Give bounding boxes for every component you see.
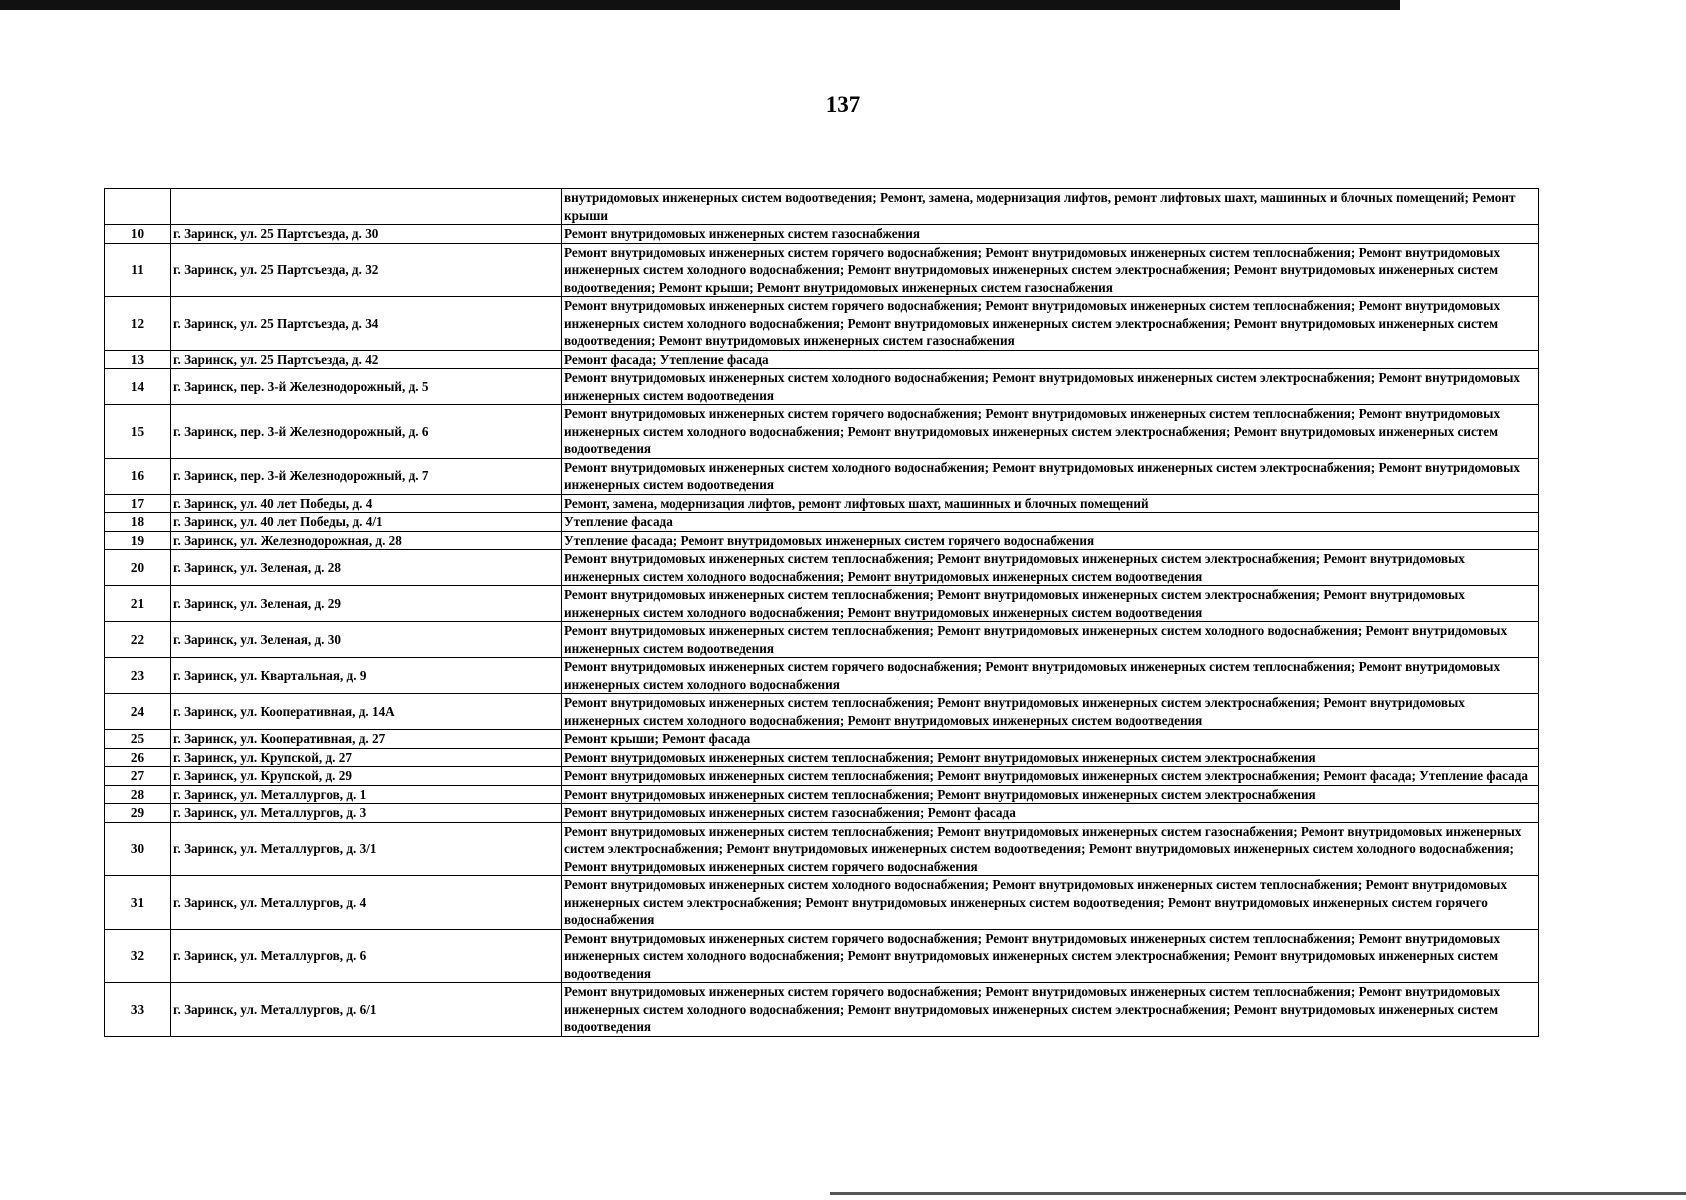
row-number: 31 — [105, 876, 171, 930]
row-address: г. Заринск, ул. Зеленая, д. 29 — [171, 586, 562, 622]
table-row — [105, 804, 1539, 823]
table-row — [105, 876, 1539, 930]
repair-works-table — [104, 188, 1539, 1037]
row-address: г. Заринск, ул. Кооперативная, д. 27 — [171, 730, 562, 749]
table-row — [105, 243, 1539, 297]
row-address: г. Заринск, ул. 25 Партсъезда, д. 34 — [171, 297, 562, 351]
table-row — [105, 929, 1539, 983]
row-works: Ремонт внутридомовых инженерных систем теплоснабжения; Ремонт внутридомовых инженерных систем электроснабжения; Ремонт внутридомовых инженерных систем холодного водоснабжения; Ремонт внутридомовых инженерных систем водоотведения — [562, 586, 1539, 622]
row-address: г. Заринск, ул. 25 Партсъезда, д. 30 — [171, 225, 562, 244]
row-address: г. Заринск, пер. 3-й Железнодорожный, д. 5 — [171, 369, 562, 405]
row-works: Ремонт внутридомовых инженерных систем горячего водоснабжения; Ремонт внутридомовых инженерных систем теплоснабжения; Ремонт внутридомовых инженерных систем холодного водоснабжения; Ремонт внутридомовых инженерных систем электроснабжения; Ремонт внутридомовых инженерных систем водоотведения — [562, 983, 1539, 1037]
row-number: 18 — [105, 513, 171, 532]
scan-top-border — [0, 0, 1400, 10]
row-works: Ремонт внутридомовых инженерных систем теплоснабжения; Ремонт внутридомовых инженерных систем холодного водоснабжения; Ремонт внутридомовых инженерных систем водоотведения — [562, 622, 1539, 658]
row-number: 33 — [105, 983, 171, 1037]
row-works: Ремонт внутридомовых инженерных систем горячего водоснабжения; Ремонт внутридомовых инженерных систем теплоснабжения; Ремонт внутридомовых инженерных систем холодного водоснабжения — [562, 658, 1539, 694]
table-row — [105, 622, 1539, 658]
table-row — [105, 767, 1539, 786]
row-works: Ремонт внутридомовых инженерных систем газоснабжения — [562, 225, 1539, 244]
table-row — [105, 189, 1539, 225]
table-row — [105, 658, 1539, 694]
row-works: Ремонт внутридомовых инженерных систем теплоснабжения; Ремонт внутридомовых инженерных систем электроснабжения — [562, 785, 1539, 804]
table-row — [105, 225, 1539, 244]
row-address: г. Заринск, ул. Крупской, д. 27 — [171, 748, 562, 767]
row-address: г. Заринск, ул. Зеленая, д. 28 — [171, 550, 562, 586]
row-number: 10 — [105, 225, 171, 244]
row-works: Ремонт, замена, модернизация лифтов, ремонт лифтовых шахт, машинных и блочных помещений — [562, 494, 1539, 513]
table-row — [105, 350, 1539, 369]
row-number: 24 — [105, 694, 171, 730]
row-works: Ремонт внутридомовых инженерных систем холодного водоснабжения; Ремонт внутридомовых инженерных систем электроснабжения; Ремонт внутридомовых инженерных систем водоотведения — [562, 369, 1539, 405]
row-works: Ремонт крыши; Ремонт фасада — [562, 730, 1539, 749]
table-row — [105, 822, 1539, 876]
row-number: 20 — [105, 550, 171, 586]
row-address: г. Заринск, ул. 40 лет Победы, д. 4/1 — [171, 513, 562, 532]
row-number: 11 — [105, 243, 171, 297]
row-works: Ремонт внутридомовых инженерных систем холодного водоснабжения; Ремонт внутридомовых инженерных систем электроснабжения; Ремонт внутридомовых инженерных систем водоотведения — [562, 458, 1539, 494]
row-number: 23 — [105, 658, 171, 694]
row-address: г. Заринск, ул. 25 Партсъезда, д. 32 — [171, 243, 562, 297]
row-number: 28 — [105, 785, 171, 804]
row-number: 15 — [105, 405, 171, 459]
table-row — [105, 586, 1539, 622]
row-number: 22 — [105, 622, 171, 658]
row-number: 30 — [105, 822, 171, 876]
row-address: г. Заринск, ул. Зеленая, д. 30 — [171, 622, 562, 658]
table-row — [105, 730, 1539, 749]
table-row — [105, 458, 1539, 494]
table-row — [105, 494, 1539, 513]
row-address: г. Заринск, ул. Крупской, д. 29 — [171, 767, 562, 786]
table-row — [105, 405, 1539, 459]
row-works: Утепление фасада — [562, 513, 1539, 532]
row-address: г. Заринск, пер. 3-й Железнодорожный, д. 7 — [171, 458, 562, 494]
row-number: 25 — [105, 730, 171, 749]
row-address: г. Заринск, ул. Металлургов, д. 4 — [171, 876, 562, 930]
table-row — [105, 785, 1539, 804]
row-works: Ремонт фасада; Утепление фасада — [562, 350, 1539, 369]
row-address: г. Заринск, ул. Металлургов, д. 3 — [171, 804, 562, 823]
row-number: 27 — [105, 767, 171, 786]
row-address: г. Заринск, ул. Металлургов, д. 3/1 — [171, 822, 562, 876]
row-number: 14 — [105, 369, 171, 405]
table-row — [105, 983, 1539, 1037]
row-number: 13 — [105, 350, 171, 369]
page-number: 137 — [825, 92, 861, 117]
table-row — [105, 550, 1539, 586]
row-number: 12 — [105, 297, 171, 351]
row-address: г. Заринск, ул. Металлургов, д. 6 — [171, 929, 562, 983]
row-number: 32 — [105, 929, 171, 983]
row-address: г. Заринск, пер. 3-й Железнодорожный, д. 6 — [171, 405, 562, 459]
row-works: Ремонт внутридомовых инженерных систем теплоснабжения; Ремонт внутридомовых инженерных систем электроснабжения — [562, 748, 1539, 767]
row-works: Ремонт внутридомовых инженерных систем холодного водоснабжения; Ремонт внутридомовых инженерных систем теплоснабжения; Ремонт внутридомовых инженерных систем электроснабжения; Ремонт внутридомовых инженерных систем водоотведения; Ремонт внутридомовых инженерных систем горячего водоснабжения — [562, 876, 1539, 930]
row-address: г. Заринск, ул. 25 Партсъезда, д. 42 — [171, 350, 562, 369]
row-number: 21 — [105, 586, 171, 622]
row-number: 29 — [105, 804, 171, 823]
row-number: 16 — [105, 458, 171, 494]
row-number: 26 — [105, 748, 171, 767]
table-row — [105, 297, 1539, 351]
row-works: Ремонт внутридомовых инженерных систем горячего водоснабжения; Ремонт внутридомовых инженерных систем теплоснабжения; Ремонт внутридомовых инженерных систем холодного водоснабжения; Ремонт внутридомовых инженерных систем электроснабжения; Ремонт внутридомовых инженерных систем водоотведения — [562, 405, 1539, 459]
row-works: Ремонт внутридомовых инженерных систем горячего водоснабжения; Ремонт внутридомовых инженерных систем теплоснабжения; Ремонт внутридомовых инженерных систем холодного водоснабжения; Ремонт внутридомовых инженерных систем электроснабжения; Ремонт внутридомовых инженерных систем водоотведения; Ремонт крыши; Ремонт внутридомовых инженерных систем газоснабжения — [562, 243, 1539, 297]
row-works: Утепление фасада; Ремонт внутридомовых инженерных систем горячего водоснабжения — [562, 531, 1539, 550]
table-row — [105, 513, 1539, 532]
row-works: Ремонт внутридомовых инженерных систем теплоснабжения; Ремонт внутридомовых инженерных систем газоснабжения; Ремонт внутридомовых инженерных систем электроснабжения; Ремонт внутридомовых инженерных систем водоотведения; Ремонт внутридомовых инженерных систем холодного водоснабжения; Ремонт внутридомовых инженерных систем горячего водоснабжения — [562, 822, 1539, 876]
row-number: 19 — [105, 531, 171, 550]
row-address: г. Заринск, ул. Квартальная, д. 9 — [171, 658, 562, 694]
row-address — [171, 189, 562, 225]
row-works: Ремонт внутридомовых инженерных систем горячего водоснабжения; Ремонт внутридомовых инженерных систем теплоснабжения; Ремонт внутридомовых инженерных систем холодного водоснабжения; Ремонт внутридомовых инженерных систем электроснабжения; Ремонт внутридомовых инженерных систем водоотведения — [562, 929, 1539, 983]
row-number: 17 — [105, 494, 171, 513]
row-works: внутридомовых инженерных систем водоотведения; Ремонт, замена, модернизация лифтов, ремонт лифтовых шахт, машинных и блочных помещений; Ремонт крыши — [562, 189, 1539, 225]
row-address: г. Заринск, ул. Кооперативная, д. 14А — [171, 694, 562, 730]
table-row — [105, 531, 1539, 550]
row-address: г. Заринск, ул. Металлургов, д. 1 — [171, 785, 562, 804]
scan-bottom-border — [830, 1192, 1686, 1195]
row-works: Ремонт внутридомовых инженерных систем газоснабжения; Ремонт фасада — [562, 804, 1539, 823]
row-works: Ремонт внутридомовых инженерных систем горячего водоснабжения; Ремонт внутридомовых инженерных систем теплоснабжения; Ремонт внутридомовых инженерных систем холодного водоснабжения; Ремонт внутридомовых инженерных систем электроснабжения; Ремонт внутридомовых инженерных систем водоотведения; Ремонт внутридомовых инженерных систем газоснабжения — [562, 297, 1539, 351]
row-number — [105, 189, 171, 225]
table-row — [105, 748, 1539, 767]
row-address: г. Заринск, ул. Железнодорожная, д. 28 — [171, 531, 562, 550]
row-works: Ремонт внутридомовых инженерных систем теплоснабжения; Ремонт внутридомовых инженерных систем электроснабжения; Ремонт внутридомовых инженерных систем холодного водоснабжения; Ремонт внутридомовых инженерных систем водоотведения — [562, 550, 1539, 586]
row-works: Ремонт внутридомовых инженерных систем теплоснабжения; Ремонт внутридомовых инженерных систем электроснабжения; Ремонт фасада; Утепление фасада — [562, 767, 1539, 786]
row-address: г. Заринск, ул. 40 лет Победы, д. 4 — [171, 494, 562, 513]
row-works: Ремонт внутридомовых инженерных систем теплоснабжения; Ремонт внутридомовых инженерных систем электроснабжения; Ремонт внутридомовых инженерных систем холодного водоснабжения; Ремонт внутридомовых инженерных систем водоотведения — [562, 694, 1539, 730]
table-body — [105, 189, 1539, 1037]
row-address: г. Заринск, ул. Металлургов, д. 6/1 — [171, 983, 562, 1037]
table-row — [105, 369, 1539, 405]
table-row — [105, 694, 1539, 730]
